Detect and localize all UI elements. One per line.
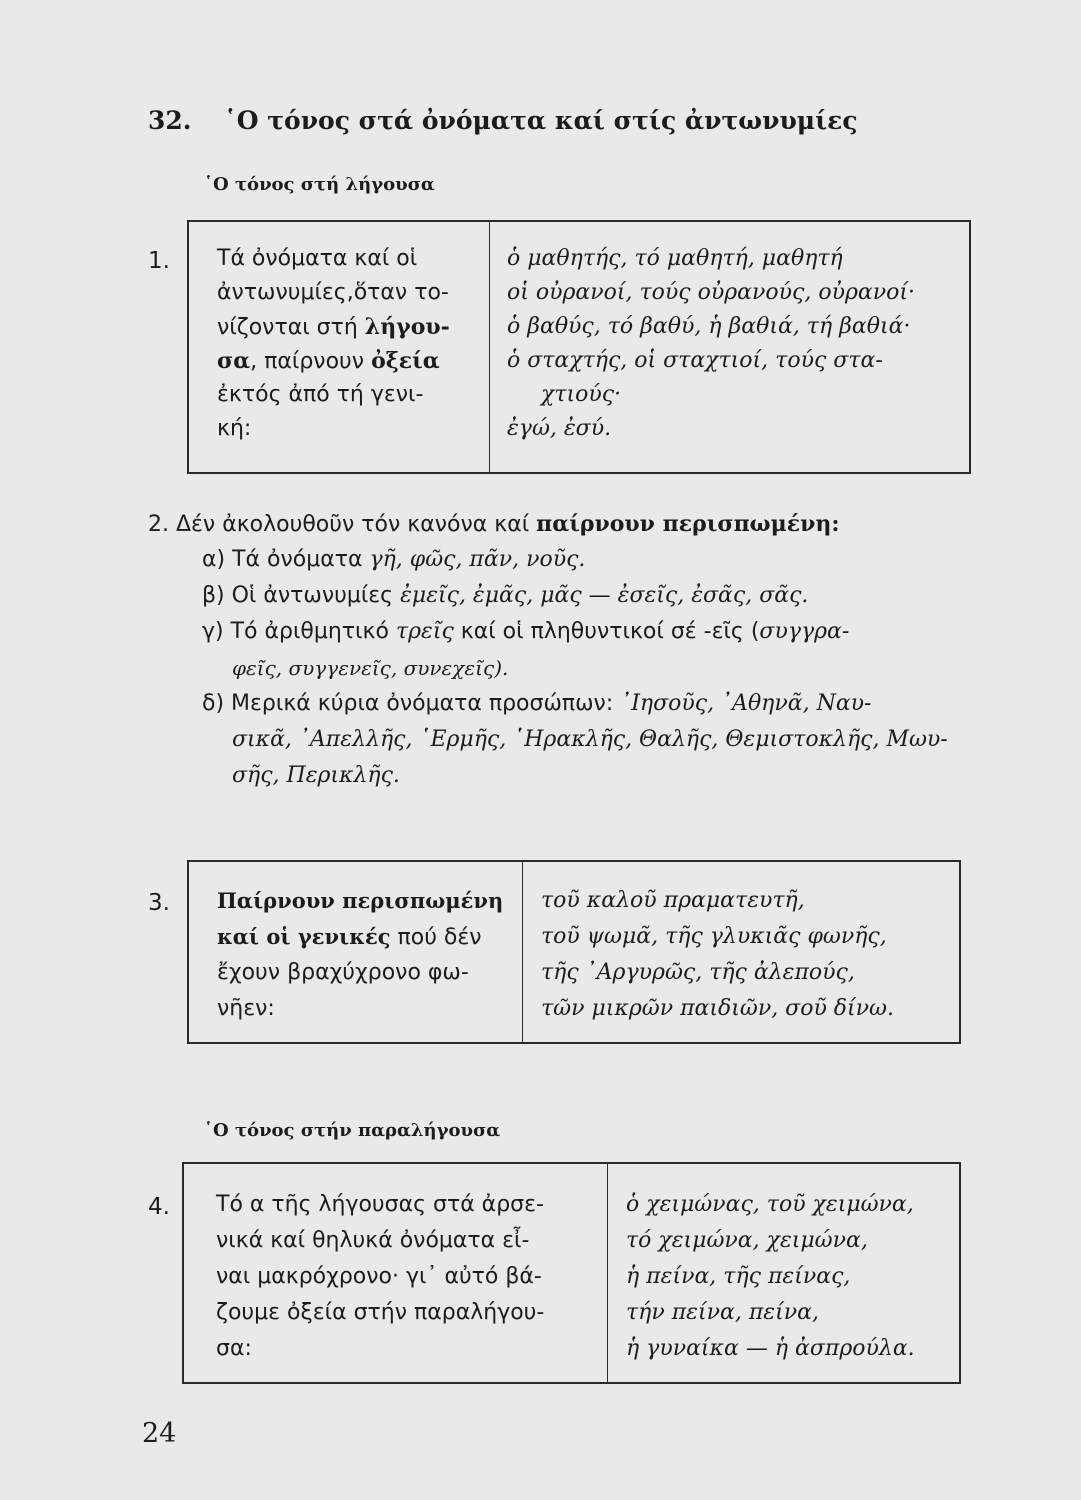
rule-4-left-line: νικά καί θηλυκά ὀνόματα εἶ- (216, 1228, 530, 1253)
rule-4-number: 4. (148, 1194, 170, 1220)
rule-3-left-line: ἔχουν βραχύχρονο φω- (217, 960, 469, 985)
rule-1-bold: λήγου- (364, 314, 450, 340)
rule-2-b-label: β) Οἱ ἀντωνυμίες (202, 583, 401, 608)
rule-4-example: ἡ γυναίκα — ἡ ἀσπρούλα. (626, 1336, 915, 1361)
rule-2-c-word: τρεῖς (395, 619, 454, 644)
rule-4-example: τό χειμώνα, χειμώνα, (626, 1228, 868, 1253)
rule-4-divider (607, 1164, 608, 1382)
rule-1-bold: ὀξεία (371, 348, 440, 374)
rule-2-d-label: δ) Μερικά κύρια ὀνόματα προσώπων: (202, 691, 621, 716)
rule-1-example: χτιούς· (541, 382, 622, 407)
subheading-paraligousa: ῾Ο τόνος στήν παραλήγουσα (204, 1120, 501, 1141)
rule-1-example: οἱ οὐρανοί, τούς οὐρανούς, οὐρανοί· (507, 280, 915, 305)
rule-3-left-line: Παίρνουν περισπωμένη (217, 888, 504, 913)
rule-4-example: τήν πείνα, πείνα, (626, 1300, 819, 1325)
rule-2-item-d (202, 686, 872, 722)
rule-3-example: τοῦ καλοῦ πραματευτῆ, (541, 888, 805, 913)
rule-3-box (187, 860, 961, 1044)
rule-3-text: πού δέν (390, 925, 482, 950)
rule-2-item-b (202, 578, 808, 614)
rule-2-c-mid: καί οἱ πληθυντικοί σέ -εῖς ( (453, 619, 760, 644)
rule-4-example: ἡ πείνα, τῆς πείνας, (626, 1264, 851, 1289)
rule-3-left-line: νῆεν: (217, 996, 275, 1021)
rule-2-d-examples-cont: σῆς, Περικλῆς. (232, 763, 400, 788)
rule-2-c-examples-cont: φεῖς, συγγενεῖς, συνεχεῖς). (232, 656, 509, 680)
section-number: 32. (148, 106, 192, 135)
rule-2-d-examples-cont: σικᾶ, ᾿Απελλῆς, ῾Ερμῆς, ῾Ηρακλῆς, Θαλῆς, Θεμιστοκλῆς, Μωυ- (232, 727, 948, 752)
rule-1-example: ὁ μαθητής, τό μαθητή, μαθητή (507, 246, 843, 271)
rule-2-d-examples: ᾿Ιησοῦς, ᾿Αθηνᾶ, Ναυ- (620, 691, 872, 716)
rule-2-b-examples: ἐμεῖς, ἐμᾶς, μᾶς — ἐσεῖς, ἐσᾶς, σᾶς. (400, 583, 809, 608)
rule-4-left-line: ναι μακρόχρονο· γι᾿ αὐτό βά- (216, 1264, 542, 1289)
rule-2-intro-bold: παίρνουν περισπωμένη: (536, 511, 840, 537)
rule-1-left-line (217, 344, 440, 379)
rule-2-c-examples: συγγρα- (759, 619, 850, 644)
rule-1-text: , παίρνουν (250, 349, 372, 374)
rule-3-example: τῶν μικρῶν παιδιῶν, σοῦ δίνω. (541, 996, 894, 1021)
rule-1-number: 1. (148, 248, 170, 274)
rule-1-divider (489, 222, 490, 472)
rule-2-intro-text: 2. Δέν ἀκολουθοῦν τόν κανόνα καί (148, 512, 537, 537)
rule-1-left-line (217, 310, 450, 345)
rule-1-example: ὁ βαθύς, τό βαθύ, ἡ βαθιά, τή βαθιά· (507, 314, 911, 339)
rule-2-c-label: γ) Τό ἀριθμητικό (202, 619, 396, 644)
rule-2-item-c (202, 614, 849, 650)
rule-2-intro (148, 506, 840, 543)
rule-4-box (182, 1162, 961, 1384)
rule-1-bold: σα (217, 348, 251, 374)
rule-3-bold: καί οἱ γενικές (217, 924, 391, 949)
section-heading (148, 106, 858, 135)
rule-1-box (187, 220, 971, 474)
rule-1-left-line: Τά ὀνόματα καί οἱ (217, 246, 418, 271)
rule-2-item-a (202, 542, 585, 578)
rule-3-left-line (217, 920, 482, 955)
rule-1-example: ἐγώ, ἐσύ. (507, 416, 612, 441)
rule-3-example: τῆς ᾿Αργυρῶς, τῆς ἀλεπούς, (541, 960, 855, 985)
rule-1-left-line: ἀντωνυμίες,ὅταν το- (217, 280, 449, 305)
rule-2-a-label: α) Τά ὀνόματα (202, 547, 370, 572)
rule-4-left-line: ζουμε ὀξεία στήν παραλήγου- (216, 1300, 545, 1325)
section-title: ῾Ο τόνος στά ὀνόματα καί στίς ἀντωνυμίες (224, 106, 858, 135)
rule-4-example: ὁ χειμώνας, τοῦ χειμώνα, (626, 1192, 914, 1217)
rule-1-example: ὁ σταχτής, οἱ σταχτιοί, τούς στα- (507, 348, 883, 373)
rule-1-text: νίζονται στή (217, 315, 365, 340)
rule-3-number: 3. (148, 890, 170, 916)
rule-4-left-line: σα: (216, 1336, 252, 1361)
page-number: 24 (142, 1418, 177, 1449)
rule-1-left-line: κή: (217, 416, 252, 441)
rule-4-left-line: Τό α τῆς λήγουσας στά ἀρσε- (216, 1192, 544, 1217)
rule-1-left-line: ἐκτός ἀπό τή γενι- (217, 382, 424, 407)
subheading-ligousa: ῾Ο τόνος στή λήγουσα (204, 174, 435, 195)
rule-2-a-examples: γῆ, φῶς, πᾶν, νοῦς. (369, 547, 586, 572)
rule-3-divider (522, 862, 523, 1042)
rule-3-example: τοῦ ψωμᾶ, τῆς γλυκιᾶς φωνῆς, (541, 924, 887, 949)
